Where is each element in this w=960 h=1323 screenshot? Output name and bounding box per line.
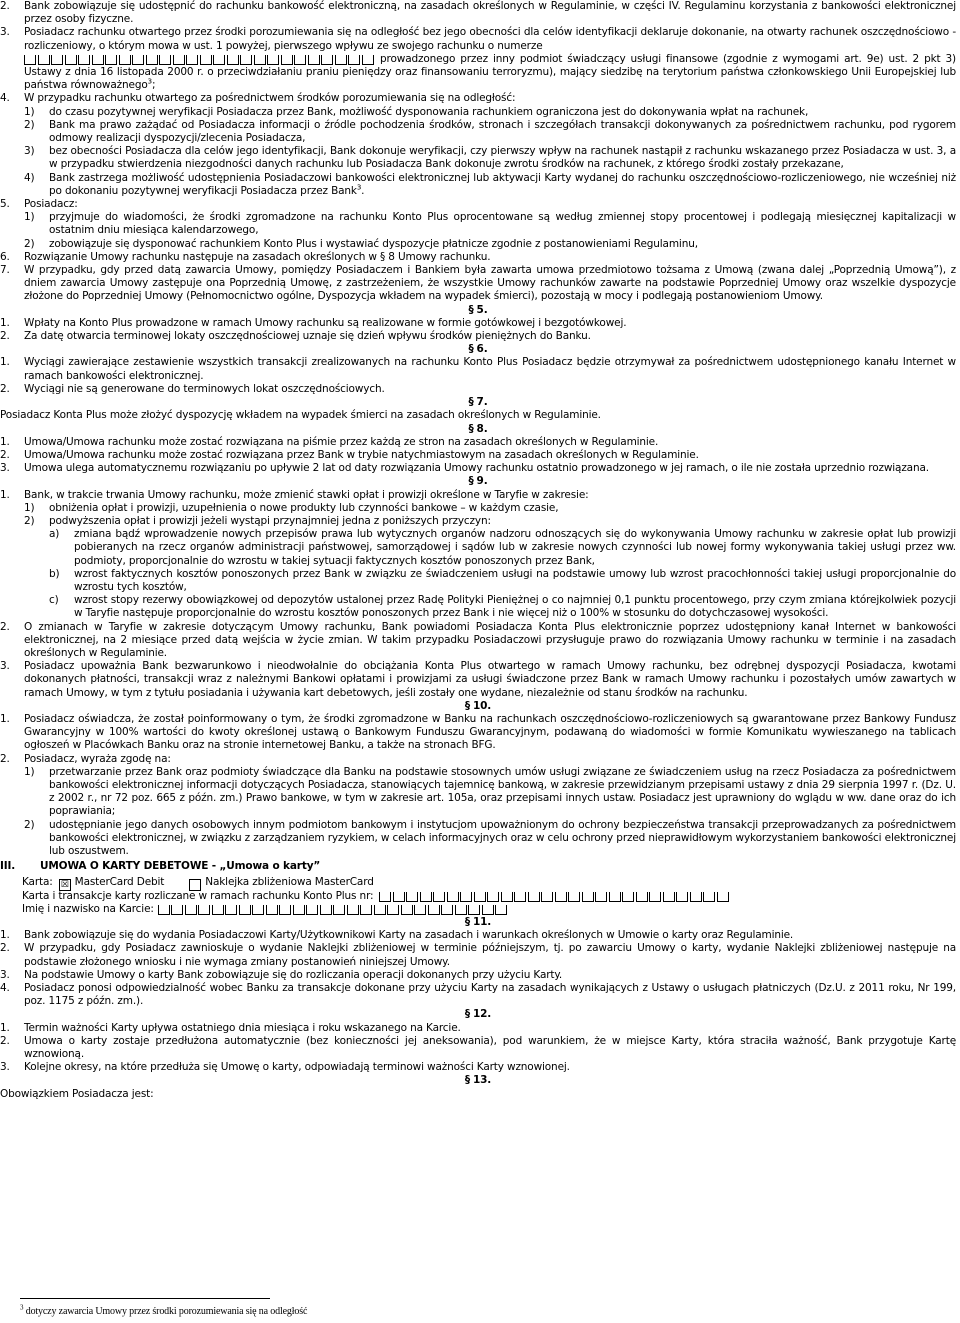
clause-text: Posiadacz oświadcza, że został poinformowany o tym, że środki zgromadzone w Banku na rachunkach oszczędnościowo-rozliczeniowych są gwarantowane przez Bankowy Fundusz Gwarancyjny w 100% wartości do kwoty określonej ustawą o Bankowym Funduszu Gwarancyjnym, podawaną do wiadomości w formie Komunikatu wywieszanego na tablicach ogłoszeń w Placówkach Banku oraz na stronie internetowej Banku, a także na stronach BFG. — [24, 712, 956, 752]
clause-2 — [0, 0, 956, 26]
mastercard-debit-label: MasterCard Debit — [74, 876, 165, 889]
sub-text: Bank ma prawo zażądać od Posiadacza informacji o źródle pochodzenia środków, stronach i szczegółach transakcji dokonywanych za pośrednictwem rachunku, pod rygorem odmowy realizacji dyspozycji/zlecenia Posiadacza, — [49, 118, 956, 145]
entry-box[interactable] — [703, 892, 715, 902]
footnote-ref: 3 — [356, 183, 362, 192]
sub-text — [49, 172, 956, 198]
clause — [0, 621, 956, 661]
clause-text: Wpłaty na Konto Plus prowadzone w ramach Umowy rachunku są realizowane w formie gotówkowej i bezgotówkowej. — [24, 316, 627, 329]
entry-box[interactable] — [455, 905, 467, 915]
clause-number: 3. — [0, 660, 10, 673]
section-mark: § — [468, 303, 474, 316]
sub-number: a) — [49, 528, 60, 541]
clause-number: 6. — [0, 250, 10, 263]
sub-number: c) — [49, 594, 59, 607]
clause-text: Na podstawie Umowy o karty Bank zobowiązuje się do rozliczania operacji dokonanych przy użyciu Karty. — [24, 968, 563, 981]
section-heading — [0, 700, 956, 713]
entry-box[interactable] — [335, 55, 347, 65]
clause-number: 5. — [0, 198, 10, 211]
clause — [0, 383, 956, 396]
sub-number: 1) — [24, 105, 35, 118]
entry-box[interactable] — [281, 55, 293, 65]
clause-text: Posiadacz upoważnia Bank bezwarunkowo i nieodwołalnie do obciążania Konta Plus otwartego w ramach Umowy rachunku, bez odrębnej dyspozycji Posiadacza, kwotami dokonanych płatności, transakcji wraz z należnymi Bankowi opłatami i prowizjami za usługi świadczone przez Bank w ramach Umowy rachunku i pozostałych umów zawartych w ramach Umowy, w tym z tytułu posiadania i używania kart debetowych, jeśli zostały one wydane, niezależnie od stanu środków na rachunku. — [24, 660, 956, 699]
clause-5 — [0, 198, 956, 211]
sub-text: przyjmuje do wiadomości, że środki zgromadzone na rachunku Konto Plus oprocentowane są według zmiennej stopy procentowej i podlegają miesięcznej kapitalizacji w ostatnim dniu miesiąca kalendarzowego, — [49, 211, 956, 237]
section-heading — [0, 1008, 956, 1021]
clause-text: Bank, w trakcie trwania Umowy rachunku, może zmienić stawki opłat i prowizji określone w Taryfie w zakresie: — [24, 488, 589, 501]
clause-number: 1. — [0, 356, 10, 369]
entry-box[interactable] — [528, 892, 540, 902]
entry-box[interactable] — [374, 905, 386, 915]
section-heading — [0, 304, 956, 317]
entry-box[interactable] — [501, 892, 513, 902]
sub-text: zmiana bądź wprowadzenie nowych przepisów prawa lub wytycznych organów nadzoru odnoszących się do wykonywania Umowy rachunku w zakresie opłat lub prowizji pobieranych na rzecz organów administracji państwowej, samorządowej i sądów lub w zakresie nowych czynności lub nowej formy wykonywania takiej usługi przez ww. podmioty, proporcjonalnie do wzrostu w takiej sytuacji faktycznych kosztów ponoszonych przez Bank, — [74, 528, 956, 567]
sub-text: bez obecności Posiadacza dla celów jego identyfikacji, Bank dokonuje weryfikacji, czy pierwszy wpływ na rachunek nastąpił z rachunku wskazanego przez Posiadacza w ust. 3, a w przypadku stwierdzenia niezgodności danych rachunku lub Posiadacza Bank dokonuje zwrotu środków na rachunek, z którego środki zostały przekazane, — [49, 145, 956, 171]
clause-text — [24, 26, 956, 92]
entry-box[interactable] — [240, 55, 252, 65]
clause-text: Umowa o karty zostaje przedłużona automatycznie (bez konieczności jej aneksowania), pod warunkiem, że w miejsce Karty, która straciła ważność, Bank przygotuje Kartę wznowioną. — [24, 1034, 956, 1061]
section-heading — [0, 423, 956, 436]
section-mark: § — [464, 1074, 470, 1087]
clause-text: Posiadacz, wyraża zgodę na: — [24, 752, 171, 765]
entry-box[interactable] — [105, 55, 117, 65]
footnote-text: dotyczy zawarcia Umowy przez środki porozumiewania się na odległość — [25, 1306, 308, 1317]
clause-number: 2. — [0, 330, 10, 343]
footnote — [20, 1303, 308, 1318]
section-number: 13. — [472, 1074, 492, 1087]
entry-box[interactable] — [393, 892, 405, 902]
entry-box[interactable] — [266, 905, 278, 915]
clause — [0, 969, 956, 982]
clause-text: Bank zobowiązuje się udostępnić do rachunku bankowość elektroniczną, na zasadach określonych w Regulaminie, w części IV. Regulaminu korzystania z bankowości elektronicznej przez osoby fizyczne. — [24, 0, 956, 26]
entry-box[interactable] — [293, 905, 305, 915]
chapter-title: UMOWA O KARTY DEBETOWE - „Umowa o karty” — [40, 860, 321, 873]
entry-box[interactable] — [468, 905, 480, 915]
sub-text: wzrost faktycznych kosztów ponoszonych przez Bank w związku ze świadczeniem usługi na podstawie umowy lub wzrost pracochłonności takiej usługi proporcjonalnie do wzrostu tych kosztów, — [74, 567, 956, 593]
sub-item — [24, 106, 956, 119]
clause-number: 2. — [0, 752, 10, 765]
sub-number: 2) — [24, 118, 35, 131]
section-mark: § — [468, 343, 474, 356]
entry-box[interactable] — [119, 55, 131, 65]
clause-number: 2. — [0, 1034, 10, 1047]
section-mark: § — [468, 475, 474, 488]
clause-number: 1. — [0, 435, 10, 448]
section-heading — [0, 916, 956, 929]
entry-box[interactable] — [38, 55, 50, 65]
sub-text-main: Bank zastrzega możliwość udostępnienia Posiadaczowi bankowości elektronicznej lub aktywacji Karty wydanej do rachunku oszczędnościowo-rozliczeniowego, nie wcześniej niż po dokonaniu pozytywnej weryfikacji Posiadacza przez Bank — [49, 171, 956, 197]
punctuation: . — [361, 184, 365, 197]
clause-text: W przypadku rachunku otwartego za pośrednictwem środków porozumiewania się na odległość: — [24, 92, 516, 105]
clause — [0, 330, 956, 343]
clause-number: 2. — [0, 0, 10, 12]
sub-item — [24, 238, 956, 251]
entry-box[interactable] — [308, 55, 320, 65]
clause-text: Umowa/Umowa rachunku może zostać rozwiązana na piśmie przez każdą ze stron na zasadach określonych w Regulaminie. — [24, 435, 659, 448]
clause-text-part-a: Posiadacz rachunku otwartego przez środki porozumiewania się na odległość bez jego obecności dla celów identyfikacji deklaruje dokonanie, na otwarty rachunek oszczędnościowo - rozliczeniowy, o którym mowa w ust. 1 powyżej, pierwszego wpływu ze swojego rachunku o numerze — [24, 26, 956, 52]
entry-box[interactable] — [146, 55, 158, 65]
section-mark: § — [464, 699, 470, 712]
clause-number: 1. — [0, 712, 10, 725]
clause — [0, 449, 956, 462]
clause-text: Posiadacz ponosi odpowiedzialność wobec Banku za transakcje dokonane przy użyciu Karty na zasadach wynikających z Ustawy o usługach płatniczych (Dz.U. z 2011 roku, Nr 199, poz. 1175 z późn. zm.). — [24, 982, 956, 1008]
sub-item — [24, 515, 956, 528]
section-heading — [0, 396, 956, 409]
section-text: Posiadacz Konta Plus może złożyć dyspozycję wkładem na wypadek śmierci na zasadach określonych w Regulaminie. — [0, 409, 601, 422]
sub-number: 4) — [24, 171, 35, 184]
sub-number: 2) — [24, 514, 35, 527]
clause — [0, 942, 956, 968]
clause — [0, 489, 956, 502]
entry-box[interactable] — [663, 892, 675, 902]
entry-box[interactable] — [159, 55, 171, 65]
clause-text: Bank zobowiązuje się do wydania Posiadaczowi Karty/Użytkownikowi Karty na zasadach i warunkach określonych w Umowie o karty oraz Regulaminie. — [24, 929, 794, 942]
entry-box[interactable] — [320, 905, 332, 915]
clause-text: Umowa/Umowa rachunku może zostać rozwiązana przez Bank w trybie natychmiastowym na zasadach określonych w Regulaminie. — [24, 448, 699, 461]
entry-box[interactable] — [495, 905, 507, 915]
section-heading — [0, 1074, 956, 1087]
entry-box[interactable] — [379, 892, 391, 902]
clause-text: W przypadku, gdy przed datą zawarcia Umowy, pomiędzy Posiadaczem i Bankiem była zawarta umowa przedmiotowo tożsama z Umową (zwana dalej „Poprzednią Umową”), z dniem zawarcia Umowy zastępuje ona Poprzednią Umowę, z zastrzeżeniem, że wszystkie Umowy rachunków zawarte na podstawie Poprzedniej Umowy oraz wszelkie dyspozycje złożone do Poprzedniej Umowy (Pełnomocnictwo ogólne, Dyspozycja wkładem na wypadek śmierci), pozostają w mocy i podlegają postanowieniom Umowy. — [24, 264, 956, 303]
section-text: Obowiązkiem Posiadacza jest: — [0, 1087, 154, 1100]
clause-6 — [0, 251, 956, 264]
section-number: 5. — [476, 303, 488, 316]
entry-box[interactable] — [406, 892, 418, 902]
entry-box[interactable] — [227, 55, 239, 65]
sub-number: 1) — [24, 765, 35, 778]
clause — [0, 1061, 956, 1074]
clause-text: O zmianach w Taryfie w zakresie dotyczącym Umowy rachunku, Bank powiadomi Posiadacza Konta Plus elektronicznie poprzez udostępniony kanał Internet w bankowości elektronicznej, na 2 miesiące przed datą wejścia w życie zmian. W takim przypadku Posiadaczowi przysługuje prawo do rozwiązania Umowy rachunku w terminie i na zasadach określonych w Regulaminie. — [24, 620, 956, 659]
punctuation: ; — [151, 79, 156, 92]
clause-4 — [0, 92, 956, 105]
entry-box[interactable] — [636, 892, 648, 902]
sub-sub-item — [49, 594, 956, 620]
section-number: 10. — [472, 699, 492, 712]
entry-box[interactable] — [132, 55, 144, 65]
entry-box[interactable] — [200, 55, 212, 65]
section-heading — [0, 343, 956, 356]
sub-text: podwyższenia opłat i prowizji jeżeli wystąpi przynajmniej jedna z poniższych przyczyn: — [49, 514, 491, 527]
section-number: 8. — [476, 422, 488, 435]
clause-text: Wyciągi nie są generowane do terminowych lokat oszczędnościowych. — [24, 382, 385, 395]
sub-item — [24, 145, 956, 171]
entry-box[interactable] — [460, 892, 472, 902]
entry-box[interactable] — [360, 905, 372, 915]
clause-7 — [0, 264, 956, 304]
entry-box[interactable] — [24, 55, 36, 65]
entry-box[interactable] — [595, 892, 607, 902]
section-heading — [0, 475, 956, 488]
entry-box[interactable] — [347, 905, 359, 915]
sub-sub-item — [49, 568, 956, 594]
sub-text: do czasu pozytywnej weryfikacji Posiadacza przez Bank, możliwość dysponowania rachunkiem ograniczona jest do dokonywania wpłat na rachunek, — [49, 105, 809, 118]
entry-box[interactable] — [225, 905, 237, 915]
entry-box[interactable] — [348, 55, 360, 65]
cardholder-name-label: Imię i nazwisko na Karcie: — [22, 902, 154, 915]
entry-box[interactable] — [212, 905, 224, 915]
entry-box[interactable] — [254, 55, 266, 65]
clause-number: 3. — [0, 968, 10, 981]
clause — [0, 713, 956, 753]
clause-number: 3. — [0, 26, 10, 39]
sub-item — [24, 766, 956, 819]
entry-box[interactable] — [482, 905, 494, 915]
clause-text: Wyciągi zawierające zestawienie wszystkich transakcji zrealizowanych na rachunku Konto Plus Posiadacz będzie otrzymywał za pośrednictwem udostępnionego kanału Internet w ramach bankowości elektronicznej. — [24, 356, 956, 382]
mastercard-debit-checkbox[interactable]: ☒ — [59, 879, 71, 891]
clause-text: Rozwiązanie Umowy rachunku następuje na zasadach określonych w § 8 Umowy rachunku. — [24, 250, 491, 263]
sub-number: 1) — [24, 211, 35, 224]
entry-box[interactable] — [622, 892, 634, 902]
account-number-boxes[interactable] — [24, 56, 375, 66]
sub-number: 2) — [24, 237, 35, 250]
entry-box[interactable] — [568, 892, 580, 902]
sub-number: b) — [49, 567, 60, 580]
entry-box[interactable] — [321, 55, 333, 65]
clause-number: 2. — [0, 382, 10, 395]
cardholder-name-row — [0, 903, 956, 916]
account-label: Karta i transakcje karty rozliczane w ramach rachunku Konto Plus nr: — [22, 889, 374, 902]
clause-text: W przypadku, gdy Posiadacz zawnioskuje o wydanie Naklejki zbliżeniowej w terminie późniejszym, tj. po zawarciu Umowy o karty, wydanie Naklejki zbliżeniowej następuje na podstawie złożonego wniosku i nie wymaga zmiany postanowień niniejszej Umowy. — [24, 942, 956, 968]
entry-box[interactable] — [582, 892, 594, 902]
entry-box[interactable] — [92, 55, 104, 65]
entry-box[interactable] — [541, 892, 553, 902]
chapter-number: III. — [0, 860, 16, 873]
sub-text: obniżenia opłat i prowizji, uzupełnienia o nowe produkty lub czynności bankowe – w każdym czasie, — [49, 501, 559, 514]
clause — [0, 982, 956, 1008]
sub-item — [24, 119, 956, 145]
sub-number: 2) — [24, 818, 35, 831]
clause-text: Za datę otwarcia terminowej lokaty oszczędnościowej uznaje się dzień wpływu środków pieniężnych do Banku. — [24, 330, 591, 343]
entry-box[interactable] — [362, 55, 374, 65]
clause — [0, 1022, 956, 1035]
footnote-separator — [20, 1298, 270, 1299]
sub-text: wzrost stopy rezerwy obowiązkowej od depozytów ustalonej przez Radę Polityki Pieniężnej o co najmniej 0,1 punktu procentowego, przy czym zmiana którejkolwiek pozycji w Taryfie następuje proporcjonalnie do wzrostu kosztów ponoszonych przez Bank i nie więcej niż o 100% w stosunku do dotychczasowej wysokości. — [74, 594, 956, 620]
clause-number: 3. — [0, 462, 10, 475]
clause-number: 4. — [0, 92, 10, 105]
entry-box[interactable] — [173, 55, 185, 65]
entry-box[interactable] — [279, 905, 291, 915]
sub-text: udostępnianie jego danych osobowych innym podmiotom bankowym i instytucjom upoważnionym do ochrony bezpieczeństwa transakcji przeprowadzanych za pośrednictwem bankowości elektronicznej, w związku z zarządzaniem ryzykiem, w celach informacyjnych oraz w celu ochrony przed nieprawidłowym wykorzystaniem bankowości elektronicznej lub oszustwem. — [49, 818, 956, 857]
clause-number: 7. — [0, 264, 10, 277]
entry-box[interactable] — [441, 905, 453, 915]
clause-text: Posiadacz: — [24, 198, 78, 211]
clause-number: 1. — [0, 316, 10, 329]
card-label: Karta: — [22, 876, 53, 889]
section-number: 6. — [476, 343, 488, 356]
sub-item — [24, 172, 956, 198]
sticker-checkbox[interactable] — [189, 879, 201, 891]
clause — [0, 660, 956, 700]
clause — [0, 753, 956, 766]
clause — [0, 929, 956, 942]
entry-box[interactable] — [487, 892, 499, 902]
entry-box[interactable] — [306, 905, 318, 915]
clause-number: 2. — [0, 942, 10, 955]
clause-number: 3. — [0, 1061, 10, 1074]
entry-box[interactable] — [555, 892, 567, 902]
clause-text: Umowa ulega automatycznemu rozwiązaniu po upływie 2 lat od daty rozwiązania Umowy rachunku ostatnio prowadzonego w jej ramach, o ile nie została uprzednio rozwiązana. — [24, 462, 929, 475]
chapter-heading — [0, 860, 956, 873]
clause-number: 2. — [0, 448, 10, 461]
entry-box[interactable] — [213, 55, 225, 65]
entry-box[interactable] — [186, 55, 198, 65]
entry-box[interactable] — [65, 55, 77, 65]
clause — [0, 1035, 956, 1061]
sub-number: 1) — [24, 501, 35, 514]
entry-box[interactable] — [717, 892, 729, 902]
clause-text-part-b: prowadzonego przez inny podmiot świadczący usługi finansowe (zgodnie z wymogami art. 9e) ust. 2 pkt 3) Ustawy z dnia 16 listopada 2000 r. o przeciwdziałaniu praniu pieniędzy oraz finansowaniu terroryzmu), mający siedzibę na terytorium państwa członkowskiego Unii Europejskiej lub państwa równoważnego — [24, 52, 956, 92]
cardholder-name-boxes[interactable] — [158, 906, 509, 916]
section-mark: § — [464, 916, 470, 929]
entry-box[interactable] — [474, 892, 486, 902]
sub-text: zobowiązuje się dysponować rachunkiem Konto Plus i wystawiać dyspozycje płatnicze zgodnie z postanowieniami Regulaminu, — [49, 237, 698, 250]
card-type-row — [0, 876, 956, 889]
entry-box[interactable] — [414, 905, 426, 915]
entry-box[interactable] — [514, 892, 526, 902]
sub-number: 3) — [24, 145, 35, 158]
entry-box[interactable] — [649, 892, 661, 902]
clause-number: 2. — [0, 620, 10, 633]
clause-text: Termin ważności Karty upływa ostatniego dnia miesiąca i roku wskazanego na Karcie. — [24, 1021, 461, 1034]
entry-box[interactable] — [78, 55, 90, 65]
section-number: 12. — [472, 1008, 492, 1021]
sub-item — [24, 819, 956, 859]
section-mark: § — [468, 396, 474, 409]
clause-number: 1. — [0, 488, 10, 501]
entry-box[interactable] — [447, 892, 459, 902]
entry-box[interactable] — [158, 905, 170, 915]
entry-box[interactable] — [294, 55, 306, 65]
clause — [0, 317, 956, 330]
sub-text: przetwarzanie przez Bank oraz podmioty świadczące dla Banku na podstawie stosownych umów usługi związane ze świadczeniem usług na rzecz Posiadacza za pośrednictwem bankowości elektronicznej informacji dotyczących Posiadacza, stanowiących tajemnicę bankową, w zakresie przewidzianym przepisami ustawy z dnia 29 sierpnia 1997 r. (Dz. U. z 2002 r., nr 72 poz. 665 z późn. zm.) Prawo bankowe, w tym w zakresie art. 105a, oraz przepisami innych ustaw. Posiadacz jest uprawniony do wglądu w ww. dane oraz do ich poprawiania; — [49, 765, 956, 818]
entry-box[interactable] — [333, 905, 345, 915]
clause-3 — [0, 26, 956, 92]
section-number: 7. — [476, 396, 488, 409]
account-number-boxes[interactable] — [379, 893, 730, 903]
clause — [0, 436, 956, 449]
section-number: 9. — [476, 475, 488, 488]
entry-box[interactable] — [185, 905, 197, 915]
sub-item — [24, 211, 956, 237]
clause — [0, 462, 956, 475]
entry-box[interactable] — [198, 905, 210, 915]
entry-box[interactable] — [609, 892, 621, 902]
sub-item — [24, 502, 956, 515]
clause-number: 1. — [0, 929, 10, 942]
clause-number: 1. — [0, 1021, 10, 1034]
section-number: 11. — [472, 916, 492, 929]
section-mark: § — [468, 422, 474, 435]
entry-box[interactable] — [433, 892, 445, 902]
entry-box[interactable] — [239, 905, 251, 915]
footnote-number: 3 — [20, 1303, 24, 1312]
clause-text: Kolejne okresy, na które przedłuża się Umowę o karty, odpowiadają terminowi ważności Karty wznowionej. — [24, 1061, 570, 1074]
entry-box[interactable] — [267, 55, 279, 65]
account-row — [0, 890, 956, 903]
clause-number: 4. — [0, 982, 10, 995]
section-mark: § — [464, 1008, 470, 1021]
entry-box[interactable] — [690, 892, 702, 902]
entry-box[interactable] — [51, 55, 63, 65]
entry-box[interactable] — [171, 905, 183, 915]
entry-box[interactable] — [401, 905, 413, 915]
entry-box[interactable] — [428, 905, 440, 915]
entry-box[interactable] — [420, 892, 432, 902]
clause — [0, 356, 956, 382]
entry-box[interactable] — [387, 905, 399, 915]
entry-box[interactable] — [252, 905, 264, 915]
sub-sub-item — [49, 528, 956, 568]
footnote-ref: 3 — [147, 77, 152, 86]
entry-box[interactable] — [676, 892, 688, 902]
sticker-label: Naklejka zbliżeniowa MasterCard — [205, 876, 374, 889]
